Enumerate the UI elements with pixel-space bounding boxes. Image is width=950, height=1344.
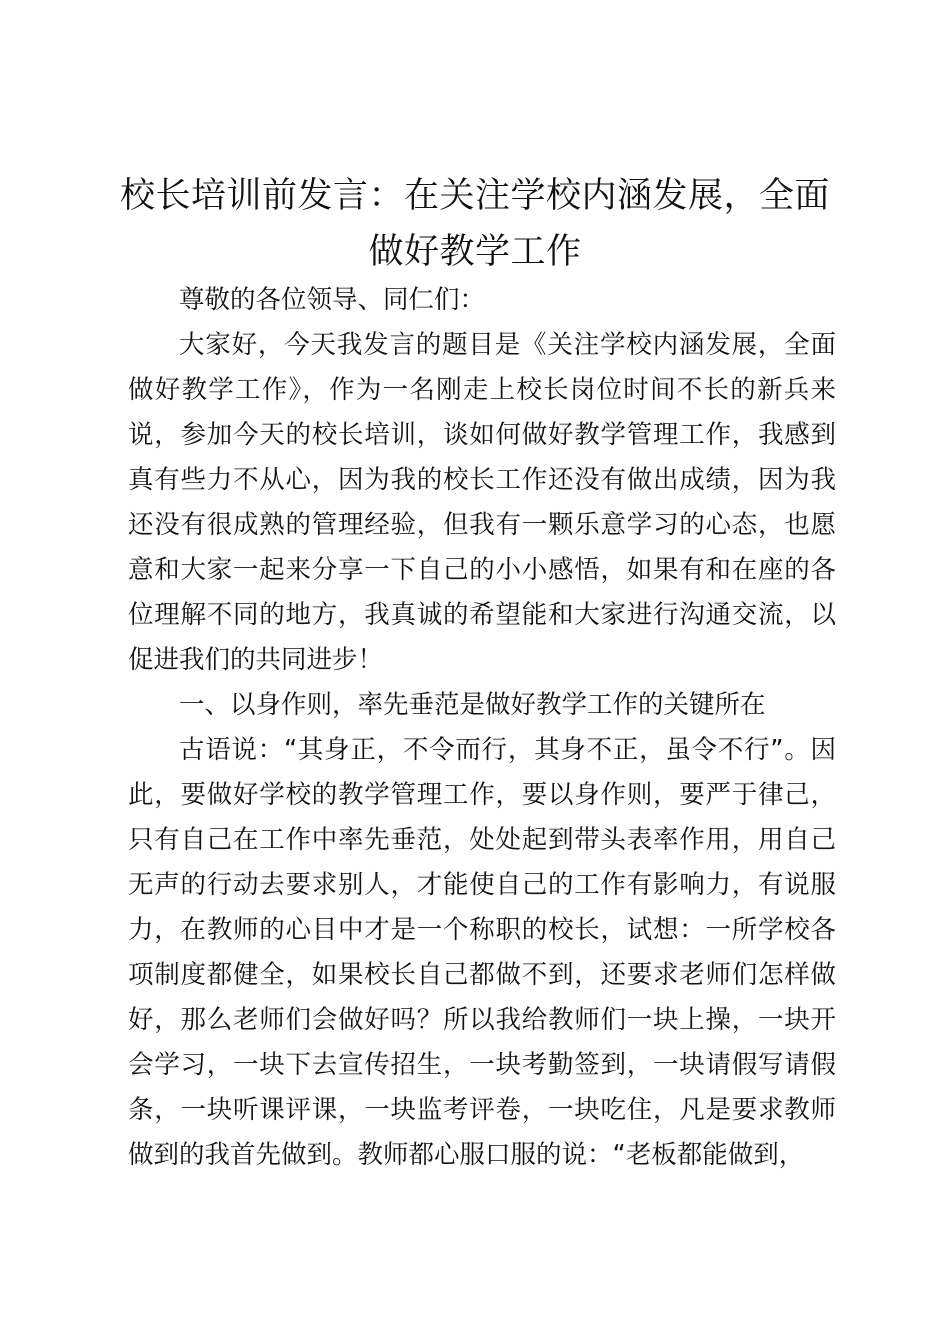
paragraph-intro: 大家好，今天我发言的题目是《关注学校内涵发展，全面做好教学工作》，作为一名刚走上校长岗位时间不长的新兵来说，参加今天的校长培训，谈如何做好教学管理工作，我感到真有些力不从心，因为我的校长工作还没有做出成绩，因为我还没有很成熟的管理经验，但我有一颗乐意学习的心态，也愿意和大家一起来分享一下自己的小小感悟，如果有和在座的各位理解不同的地方，我真诚的希望能和大家进行沟通交流，以促进我们的共同进步！ — [128, 330, 836, 675]
paragraph-section-1: 古语说：“其身正，不令而行，其身不正，虽令不行”。因此，要做好学校的教学管理工作，要以身作则，要严于律己，只有自己在工作中率先垂范，处处起到带头表率作用，用自己无声的行动去要求别人，才能使自己的工作有影响力，有说服力，在教师的心目中才是一个称职的校长，试想：一所学校各项制度都健全，如果校长自己都做不到，还要求老师们怎样做好，那么老师们会做好吗？所以我给教师们一块上操，一块开会学习，一块下去宣传招生，一块考勤签到，一块请假写请假条，一块听课评课，一块监考评卷，一块吃住，凡是要求教师做到的我首先做到。教师都心服口服的说：“老板都能做到， — [128, 735, 836, 1170]
document-title: 校长培训前发言：在关注学校内涵发展，全面做好教学工作 — [119, 176, 830, 272]
salutation: 尊敬的各位领导、同仁们： — [179, 285, 486, 315]
section-heading-1: 一、以身作则，率先垂范是做好教学工作的关键所在 — [179, 690, 766, 720]
document-body — [128, 278, 836, 1178]
